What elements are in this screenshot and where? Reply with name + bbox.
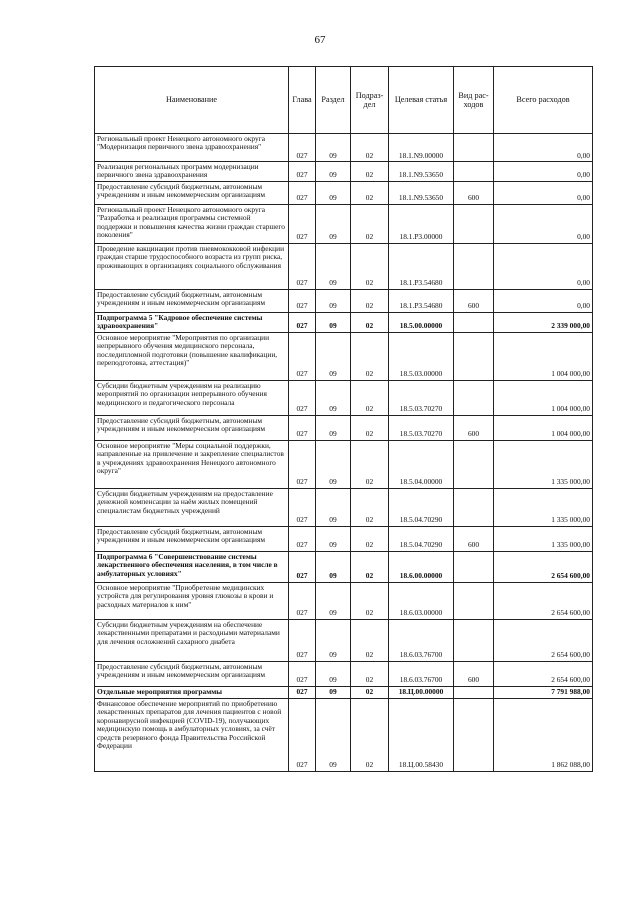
row-razdel-cell: 09 [316,380,351,415]
row-razdel-cell: 09 [316,134,351,162]
row-total-cell: 0,00 [494,134,593,162]
row-vid-cell: 600 [454,661,494,686]
row-total-cell: 1 004 000,00 [494,415,593,440]
row-glava-cell: 027 [289,181,316,204]
row-razdel-cell: 09 [316,440,351,488]
row-vid-cell: 600 [454,289,494,312]
row-glava-cell: 027 [289,289,316,312]
row-target-cell: 18.6.00.00000 [389,551,454,582]
row-target-cell: 18.5.03.00000 [389,332,454,380]
row-target-cell: 18.5.04.70290 [389,488,454,526]
row-podrazdel-cell: 02 [351,380,389,415]
budget-table [94,66,593,772]
row-razdel-cell: 09 [316,243,351,289]
table-row [95,243,593,289]
row-vid-cell [454,686,494,698]
row-vid-cell [454,243,494,289]
table-row [95,380,593,415]
header-glava: Глава [289,67,316,134]
row-total-cell: 0,00 [494,289,593,312]
row-razdel-cell: 09 [316,415,351,440]
row-name-cell: Предоставление субсидий бюджетным, автономным учреждениям и иным некоммерческим организациям [95,415,289,440]
row-target-cell: 18.1.P3.54680 [389,289,454,312]
row-glava-cell: 027 [289,162,316,182]
row-glava-cell: 027 [289,526,316,551]
row-podrazdel-cell: 02 [351,181,389,204]
row-razdel-cell: 09 [316,332,351,380]
row-glava-cell: 027 [289,243,316,289]
table-row [95,415,593,440]
row-vid-cell [454,134,494,162]
row-name-cell: Отдельные мероприятия программы [95,686,289,698]
row-target-cell: 18.6.03.76700 [389,619,454,661]
row-glava-cell: 027 [289,698,316,771]
row-total-cell: 0,00 [494,204,593,243]
row-glava-cell: 027 [289,204,316,243]
row-target-cell: 18.Ц.00.00000 [389,686,454,698]
row-target-cell: 18.Ц.00.58430 [389,698,454,771]
row-total-cell: 2 654 600,00 [494,619,593,661]
row-vid-cell [454,488,494,526]
row-total-cell: 1 004 000,00 [494,332,593,380]
table-row [95,526,593,551]
row-glava-cell: 027 [289,582,316,619]
row-total-cell: 0,00 [494,243,593,289]
header-name: Наименование [95,67,289,134]
row-name-cell: Финансовое обеспечение мероприятий по приобретению лекарственных препаратов для лечения пациентов с новой коронавирусной инфекцией (COVID-19), получающих медицинскую помощь в амбулаторных условиях, за счёт средств резервного фонда Правительства Российской Федерации [95,698,289,771]
row-glava-cell: 027 [289,134,316,162]
table-row [95,440,593,488]
row-razdel-cell: 09 [316,488,351,526]
row-razdel-cell: 09 [316,686,351,698]
row-glava-cell: 027 [289,619,316,661]
row-target-cell: 18.6.03.76700 [389,661,454,686]
header-podrazdel: Подраз-дел [351,67,389,134]
row-name-cell: Основное мероприятие "Меры социальной поддержки, направленные на привлечение и закрепление специалистов в учреждениях здравоохранения Ненецкого автономного округа" [95,440,289,488]
row-razdel-cell: 09 [316,582,351,619]
row-glava-cell: 027 [289,415,316,440]
row-podrazdel-cell: 02 [351,289,389,312]
row-target-cell: 18.5.00.00000 [389,312,454,332]
row-glava-cell: 027 [289,440,316,488]
row-podrazdel-cell: 02 [351,312,389,332]
row-glava-cell: 027 [289,332,316,380]
row-podrazdel-cell: 02 [351,204,389,243]
row-total-cell: 1 862 088,00 [494,698,593,771]
row-glava-cell: 027 [289,488,316,526]
row-target-cell: 18.5.03.70270 [389,380,454,415]
row-total-cell: 7 791 988,00 [494,686,593,698]
row-vid-cell: 600 [454,415,494,440]
row-total-cell: 2 654 600,00 [494,551,593,582]
table-row [95,551,593,582]
row-name-cell: Предоставление субсидий бюджетным, автономным учреждениям и иным некоммерческим организациям [95,526,289,551]
row-vid-cell [454,380,494,415]
row-razdel-cell: 09 [316,526,351,551]
row-glava-cell: 027 [289,551,316,582]
row-podrazdel-cell: 02 [351,582,389,619]
row-name-cell: Субсидии бюджетным учреждениям на реализацию мероприятий по организации непрерывного обучения медицинского и педагогического персонала [95,380,289,415]
row-total-cell: 1 004 000,00 [494,380,593,415]
row-podrazdel-cell: 02 [351,415,389,440]
row-total-cell: 1 335 000,00 [494,526,593,551]
row-podrazdel-cell: 02 [351,661,389,686]
row-vid-cell [454,204,494,243]
row-podrazdel-cell: 02 [351,551,389,582]
row-total-cell: 2 654 600,00 [494,582,593,619]
table-row [95,204,593,243]
row-name-cell: Предоставление субсидий бюджетным, автономным учреждениям и иным некоммерческим организациям [95,181,289,204]
header-target: Целевая статья [389,67,454,134]
row-razdel-cell: 09 [316,289,351,312]
row-vid-cell [454,312,494,332]
row-target-cell: 18.1.P3.54680 [389,243,454,289]
row-glava-cell: 027 [289,312,316,332]
row-vid-cell [454,619,494,661]
header-razdel: Раздел [316,67,351,134]
row-vid-cell [454,440,494,488]
row-target-cell: 18.1.N9.00000 [389,134,454,162]
header-vid: Вид рас-ходов [454,67,494,134]
row-name-cell: Реализация региональных программ модернизации первичного звена здравоохранения [95,162,289,182]
table-row [95,488,593,526]
row-target-cell: 18.6.03.00000 [389,582,454,619]
row-target-cell: 18.5.04.70290 [389,526,454,551]
row-podrazdel-cell: 02 [351,698,389,771]
row-name-cell: Подпрограмма 6 "Совершенствование системы лекарственного обеспечения населения, в том числе в амбулаторных условиях" [95,551,289,582]
row-glava-cell: 027 [289,380,316,415]
table-row [95,698,593,771]
row-podrazdel-cell: 02 [351,526,389,551]
table-row [95,332,593,380]
row-vid-cell [454,162,494,182]
row-total-cell: 0,00 [494,162,593,182]
row-podrazdel-cell: 02 [351,440,389,488]
row-vid-cell [454,698,494,771]
row-total-cell: 0,00 [494,181,593,204]
row-glava-cell: 027 [289,661,316,686]
row-target-cell: 18.1.N9.53650 [389,162,454,182]
table-row [95,289,593,312]
row-razdel-cell: 09 [316,619,351,661]
row-name-cell: Региональный проект Ненецкого автономного округа "Разработка и реализация программы системной поддержки и повышения качества жизни граждан старшего поколения" [95,204,289,243]
row-target-cell: 18.5.03.70270 [389,415,454,440]
row-target-cell: 18.1.P3.00000 [389,204,454,243]
row-podrazdel-cell: 02 [351,619,389,661]
row-podrazdel-cell: 02 [351,243,389,289]
page-number: 67 [314,34,326,46]
row-name-cell: Субсидии бюджетным учреждениям на предоставление денежной компенсации за наём жилых помещений специалистам бюджетных учреждений [95,488,289,526]
row-total-cell: 2 654 600,00 [494,661,593,686]
row-podrazdel-cell: 02 [351,134,389,162]
table-row [95,686,593,698]
row-razdel-cell: 09 [316,162,351,182]
table-row [95,582,593,619]
row-podrazdel-cell: 02 [351,162,389,182]
row-vid-cell: 600 [454,181,494,204]
row-razdel-cell: 09 [316,551,351,582]
row-name-cell: Основное мероприятие "Приобретение медицинских устройств для регулирования уровня глюкозы в крови и расходных материалов к ним" [95,582,289,619]
row-name-cell: Региональный проект Ненецкого автономного округа "Модернизация первичного звена здравоохранения" [95,134,289,162]
row-target-cell: 18.5.04.00000 [389,440,454,488]
header-total: Всего расходов [494,67,593,134]
row-vid-cell: 600 [454,526,494,551]
row-podrazdel-cell: 02 [351,686,389,698]
row-razdel-cell: 09 [316,204,351,243]
table-row [95,134,593,162]
row-name-cell: Основное мероприятие "Мероприятия по организации непрерывного обучения медицинского персонала, последипломной подготовки (повышение квалификации, переподготовка, аттестация)" [95,332,289,380]
row-razdel-cell: 09 [316,181,351,204]
row-podrazdel-cell: 02 [351,332,389,380]
table-row [95,312,593,332]
table-row [95,181,593,204]
row-name-cell: Предоставление субсидий бюджетным, автономным учреждениям и иным некоммерческим организациям [95,289,289,312]
row-total-cell: 2 339 000,00 [494,312,593,332]
row-podrazdel-cell: 02 [351,488,389,526]
table-row [95,661,593,686]
row-vid-cell [454,551,494,582]
row-razdel-cell: 09 [316,312,351,332]
table-row [95,162,593,182]
table-row [95,619,593,661]
row-name-cell: Предоставление субсидий бюджетным, автономным учреждениям и иным некоммерческим организациям [95,661,289,686]
row-name-cell: Проведение вакцинации против пневмококковой инфекции граждан старше трудоспособного возраста из групп риска, проживающих в организациях социального обслуживания [95,243,289,289]
row-name-cell: Подпрограмма 5 "Кадровое обеспечение системы здравоохранения" [95,312,289,332]
row-total-cell: 1 335 000,00 [494,488,593,526]
table-header-row [95,67,593,134]
row-target-cell: 18.1.N9.53650 [389,181,454,204]
row-name-cell: Субсидии бюджетным учреждениям на обеспечение лекарственными препаратами и расходными материалами для лечения осложнений сахарного диабета [95,619,289,661]
row-glava-cell: 027 [289,686,316,698]
row-vid-cell [454,582,494,619]
row-razdel-cell: 09 [316,661,351,686]
row-vid-cell [454,332,494,380]
row-total-cell: 1 335 000,00 [494,440,593,488]
row-razdel-cell: 09 [316,698,351,771]
